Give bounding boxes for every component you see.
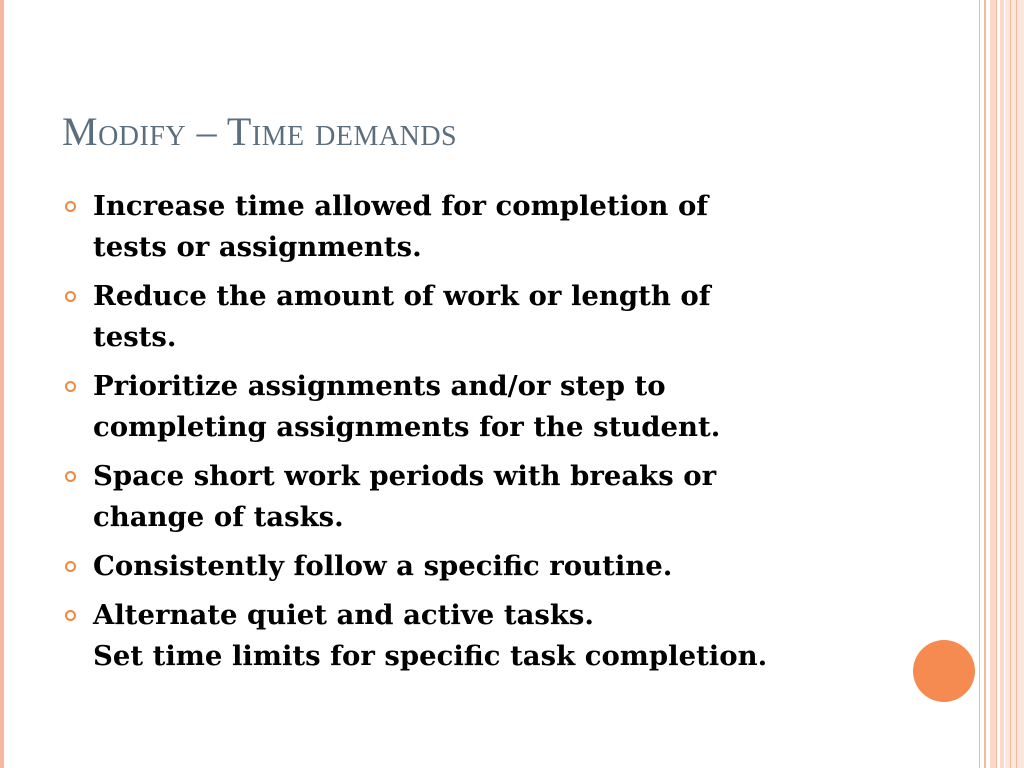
bullet-text: Increase time allowed for completion of (93, 190, 709, 222)
bullet-item (62, 595, 862, 677)
right-stripe (1005, 0, 1024, 768)
bullet-item (62, 366, 862, 448)
right-stripe (996, 0, 997, 768)
left-border-line (0, 0, 4, 768)
circle-bullet-icon (65, 291, 76, 302)
slide-title: Modify – Time demands (62, 109, 458, 154)
bullet-item (62, 276, 862, 358)
bullet-text: tests. (93, 321, 177, 353)
bullet-text: completing assignments for the student. (93, 411, 721, 443)
bullet-item (62, 186, 862, 268)
bullet-text: change of tasks. (93, 501, 344, 533)
bullet-text: Alternate quiet and active tasks. (93, 599, 594, 631)
right-stripe (979, 0, 980, 768)
right-stripe (1016, 0, 1017, 768)
circle-bullet-icon (65, 201, 76, 212)
bullet-item (62, 456, 862, 538)
bullet-list (62, 186, 862, 685)
bullet-text: Reduce the amount of work or length of (93, 280, 711, 312)
bullet-text: Set time limits for specific task completion. (93, 640, 768, 672)
right-stripe (984, 0, 986, 768)
bullet-text: tests or assignments. (93, 231, 422, 263)
bullet-text: Consistently follow a specific routine. (93, 550, 673, 582)
bullet-text: Space short work periods with breaks or (93, 460, 717, 492)
bullet-item (62, 546, 862, 587)
circle-bullet-icon (65, 561, 76, 572)
circle-bullet-icon (65, 381, 76, 392)
right-stripe (1000, 0, 1004, 768)
decorative-orange-circle (913, 640, 975, 702)
circle-bullet-icon (65, 610, 76, 621)
circle-bullet-icon (65, 471, 76, 482)
bullet-text: Prioritize assignments and/or step to (93, 370, 666, 402)
right-stripe (1010, 0, 1011, 768)
